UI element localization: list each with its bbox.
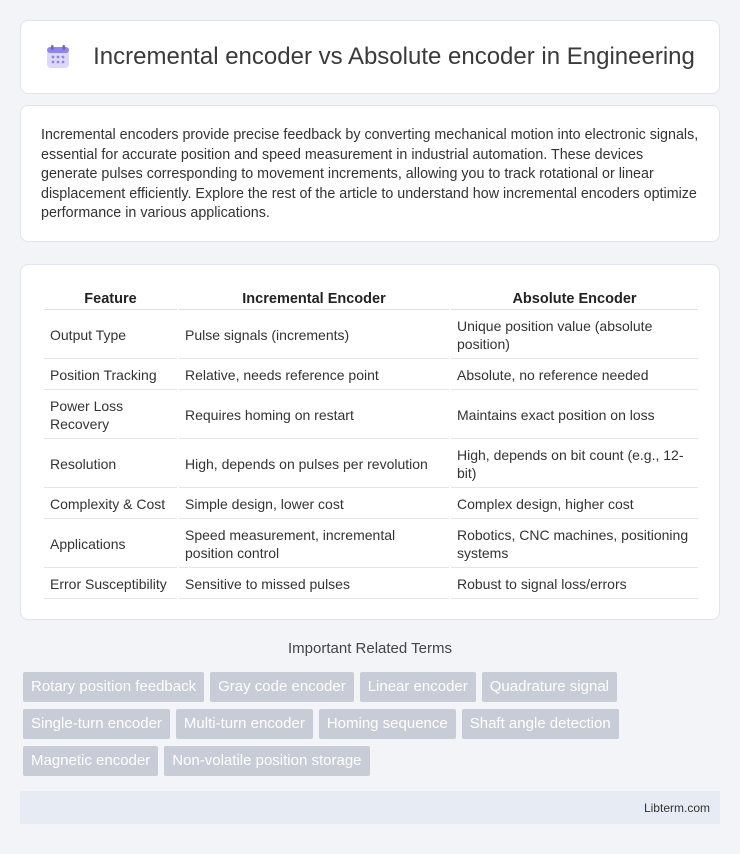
table-row (44, 570, 698, 599)
table-cell: Requires homing on restart (179, 392, 449, 439)
related-terms-title: Important Related Terms (288, 640, 452, 657)
table-row (44, 392, 698, 439)
intro-card (20, 105, 720, 242)
table-row (44, 312, 698, 359)
table-cell: Applications (44, 521, 177, 568)
footer (20, 791, 720, 824)
table-cell: Complexity & Cost (44, 490, 177, 519)
page-title: Incremental encoder vs Absolute encoder in Engineering (93, 43, 695, 70)
table-header-row (44, 287, 698, 310)
comparison-table (42, 285, 700, 601)
related-term-tag[interactable]: Single-turn encoder (23, 709, 170, 739)
related-term-tag[interactable]: Homing sequence (319, 709, 456, 739)
footer-site-link[interactable]: Libterm.com (643, 800, 710, 815)
related-term-tag[interactable]: Rotary position feedback (23, 672, 204, 702)
table-cell: Unique position value (absolute position) (451, 312, 698, 359)
related-term-tag[interactable]: Quadrature signal (482, 672, 617, 702)
table-cell: Output Type (44, 312, 177, 359)
table-cell: High, depends on bit count (e.g., 12-bit) (451, 441, 698, 488)
column-header: Feature (44, 287, 177, 310)
table-cell: Relative, needs reference point (179, 361, 449, 390)
table-cell: Robust to signal loss/errors (451, 570, 698, 599)
table-cell: Error Susceptibility (44, 570, 177, 599)
related-term-tag[interactable]: Shaft angle detection (462, 709, 619, 739)
related-terms-list (23, 672, 723, 776)
table-row (44, 361, 698, 390)
comparison-card (20, 264, 720, 620)
related-term-tag[interactable]: Gray code encoder (210, 672, 354, 702)
table-row (44, 441, 698, 488)
calendar-icon (45, 44, 71, 70)
table-cell: Complex design, higher cost (451, 490, 698, 519)
table-row (44, 490, 698, 519)
header (45, 43, 695, 71)
table-cell: Simple design, lower cost (179, 490, 449, 519)
table-cell: Position Tracking (44, 361, 177, 390)
table-cell: Resolution (44, 441, 177, 488)
table-cell: Speed measurement, incremental position control (179, 521, 449, 568)
table-cell: Sensitive to missed pulses (179, 570, 449, 599)
table-row (44, 521, 698, 568)
related-term-tag[interactable]: Multi-turn encoder (176, 709, 313, 739)
table-cell: Power Loss Recovery (44, 392, 177, 439)
column-header: Incremental Encoder (179, 287, 449, 310)
intro-paragraph: Incremental encoders provide precise feedback by converting mechanical motion into electronic signals, essential for accurate position and speed measurement in industrial automation. These devices generate pulses corresponding to movement increments, allowing you to track rotational or linear displacement efficiently. Explore the rest of the article to understand how incremental encoders optimize performance in various applications. (41, 127, 699, 222)
table-cell: High, depends on pulses per revolution (179, 441, 449, 488)
table-cell: Robotics, CNC machines, positioning systems (451, 521, 698, 568)
column-header: Absolute Encoder (451, 287, 698, 310)
related-term-tag[interactable]: Linear encoder (360, 672, 476, 702)
related-term-tag[interactable]: Magnetic encoder (23, 746, 158, 776)
table-cell: Absolute, no reference needed (451, 361, 698, 390)
table-cell: Pulse signals (increments) (179, 312, 449, 359)
related-term-tag[interactable]: Non-volatile position storage (164, 746, 369, 776)
header-card (20, 20, 720, 94)
table-cell: Maintains exact position on loss (451, 392, 698, 439)
